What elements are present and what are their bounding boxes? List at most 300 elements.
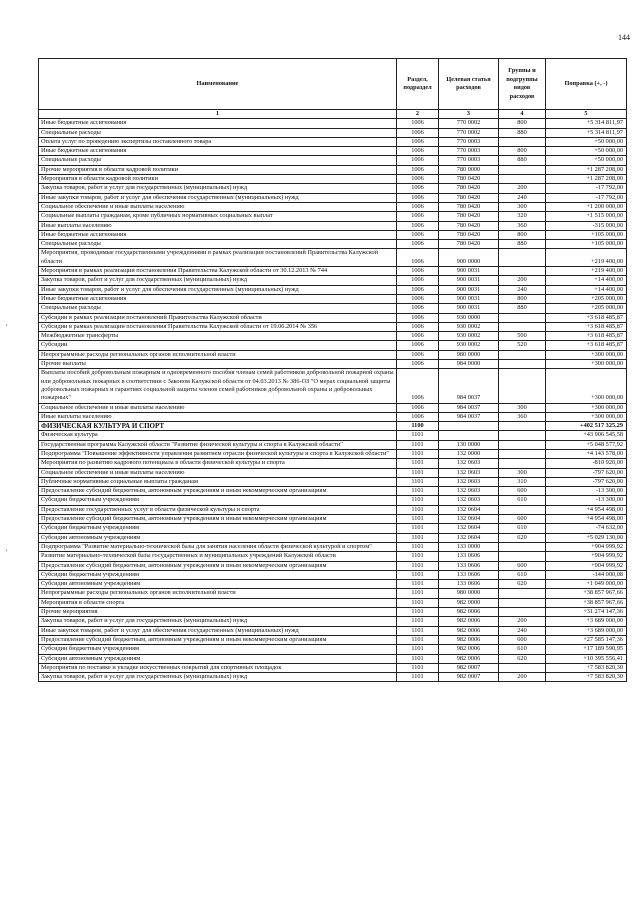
row-section: 1006 [397, 193, 439, 202]
row-section: 1006 [397, 221, 439, 230]
row-amount: +4 143 578,00 [546, 449, 627, 458]
row-name: Мероприятия, проводимые государственными учреждениями в рамках реализации постановлений Правительства Калужской области [39, 249, 397, 267]
row-amount: +300 000,00 [546, 360, 627, 369]
row-name: Иные выплаты населению [39, 221, 397, 230]
row-group [499, 552, 546, 561]
table-row [39, 487, 627, 496]
row-group: 880 [499, 156, 546, 165]
header-amendment: Поправка (+, -) [546, 59, 627, 110]
margin-mark: ' [6, 548, 8, 557]
row-section: 1101 [397, 617, 439, 626]
row-section: 1006 [397, 313, 439, 322]
row-group: 360 [499, 412, 546, 421]
col-number: 2 [397, 110, 439, 119]
row-group: 240 [499, 285, 546, 294]
col-number: 1 [39, 110, 397, 119]
row-target: 900 0031 [439, 294, 499, 303]
table-row [39, 304, 627, 313]
row-section: 1006 [397, 360, 439, 369]
row-group [499, 137, 546, 146]
row-target: 132 0604 [439, 524, 499, 533]
row-amount: -144 000,08 [546, 570, 627, 579]
header-name: Наименование [39, 59, 397, 110]
row-name: Специальные расходы [39, 304, 397, 313]
row-section: 1101 [397, 580, 439, 589]
table-row [39, 230, 627, 239]
row-amount: +14 400,00 [546, 276, 627, 285]
row-name: Субсидии в рамках реализации постановлений Правительства Калужской области [39, 313, 397, 322]
table-row [39, 515, 627, 524]
row-target: 982 0006 [439, 645, 499, 654]
table-row [39, 505, 627, 514]
row-group: 620 [499, 533, 546, 542]
table-row [39, 449, 627, 458]
row-section: 1101 [397, 663, 439, 672]
row-section: 1006 [397, 230, 439, 239]
row-section: 1101 [397, 505, 439, 514]
row-target: 133 0606 [439, 580, 499, 589]
row-group [499, 440, 546, 449]
table-row [39, 202, 627, 211]
table-row [39, 635, 627, 644]
row-name: Прочие мероприятия в области кадровой политики [39, 165, 397, 174]
row-group: 310 [499, 477, 546, 486]
row-name: ФИЗИЧЕСКАЯ КУЛЬТУРА И СПОРТ [39, 422, 397, 431]
table-row [39, 240, 627, 249]
row-name: Закупка товаров, работ и услуг для государственных (муниципальных) нужд [39, 276, 397, 285]
row-name: Иные бюджетные ассигнования [39, 119, 397, 128]
row-name: Иные закупки товаров, работ и услуг для обеспечения государственных (муниципальных) нужд [39, 626, 397, 635]
row-section: 1101 [397, 654, 439, 663]
row-group: 600 [499, 561, 546, 570]
margin-mark: ' [6, 323, 8, 332]
header-target: Целевая статья расходов [439, 59, 499, 110]
row-amount: +1 515 000,00 [546, 212, 627, 221]
row-amount: +205 000,00 [546, 304, 627, 313]
table-row [39, 175, 627, 184]
row-amount: +219 400,00 [546, 249, 627, 267]
table-row [39, 350, 627, 359]
row-name: Мероприятия в области спорта [39, 598, 397, 607]
row-name: Субсидии автономным учреждениям [39, 580, 397, 589]
table-row [39, 468, 627, 477]
row-name: Иные закупки товаров, работ и услуг для обеспечения государственных (муниципальных) нужд [39, 285, 397, 294]
row-group: 610 [499, 645, 546, 654]
row-name: Закупка товаров, работ и услуг для государственных (муниципальных) нужд [39, 673, 397, 682]
row-target: 133 0606 [439, 570, 499, 579]
row-section: 1101 [397, 598, 439, 607]
row-name: Закупка товаров, работ и услуг для государственных (муниципальных) нужд [39, 184, 397, 193]
row-section: 1101 [397, 449, 439, 458]
table-row [39, 412, 627, 421]
row-group: 240 [499, 193, 546, 202]
row-group: 600 [499, 487, 546, 496]
row-section: 1101 [397, 477, 439, 486]
row-target: 132 0603 [439, 477, 499, 486]
row-group [499, 589, 546, 598]
table-row [39, 598, 627, 607]
row-group: 300 [499, 468, 546, 477]
row-target: 780 0420 [439, 230, 499, 239]
row-group [499, 505, 546, 514]
table-row [39, 524, 627, 533]
row-name: Мероприятия в области кадровой политики [39, 175, 397, 184]
row-name: Предоставление государственных услуг в области физической культуры и спорта [39, 505, 397, 514]
row-group [499, 369, 546, 403]
row-amount: +38 857 967,66 [546, 589, 627, 598]
row-name: Субсидии автономным учреждениям [39, 654, 397, 663]
row-section: 1101 [397, 542, 439, 551]
row-name: Мероприятия по развитию кадрового потенциала в области физической культуры и спорта [39, 459, 397, 468]
row-name: Субсидии [39, 341, 397, 350]
row-target: 132 0604 [439, 515, 499, 524]
row-group: 620 [499, 654, 546, 663]
row-name: Иные бюджетные ассигнования [39, 147, 397, 156]
row-section: 1006 [397, 202, 439, 211]
table-row [39, 156, 627, 165]
row-section: 1006 [397, 119, 439, 128]
table-row [39, 119, 627, 128]
row-name: Непрограммные расходы региональных органов исполнительной власти [39, 589, 397, 598]
row-amount: +205 000,00 [546, 294, 627, 303]
row-target [439, 422, 499, 431]
table-row [39, 654, 627, 663]
row-target: 770 0002 [439, 119, 499, 128]
row-amount: +50 000,00 [546, 156, 627, 165]
header-group: Группы и подгруппы видов расходов [499, 59, 546, 110]
table-row [39, 249, 627, 267]
table-row [39, 267, 627, 276]
row-section: 1101 [397, 431, 439, 440]
row-section: 1101 [397, 645, 439, 654]
row-amount: +300 000,00 [546, 412, 627, 421]
row-amount: +219 400,00 [546, 267, 627, 276]
row-target: 132 0603 [439, 468, 499, 477]
row-amount: +3 618 485,87 [546, 332, 627, 341]
row-section: 1101 [397, 487, 439, 496]
row-name: Иные выплаты населению [39, 412, 397, 421]
row-amount: -74 632,00 [546, 524, 627, 533]
row-section: 1101 [397, 626, 439, 635]
row-group: 880 [499, 128, 546, 137]
row-target: 930 0002 [439, 332, 499, 341]
row-name: Социальное обеспечение и иные выплаты населению [39, 202, 397, 211]
row-name: Непрограммные расходы региональных органов исполнительной власти [39, 350, 397, 359]
table-row [39, 137, 627, 146]
table-row [39, 561, 627, 570]
table-row [39, 459, 627, 468]
row-amount: +105 000,00 [546, 230, 627, 239]
row-section: 1006 [397, 240, 439, 249]
row-group: 240 [499, 626, 546, 635]
row-name: Иные бюджетные ассигнования [39, 230, 397, 239]
row-group [499, 663, 546, 672]
row-group [499, 360, 546, 369]
row-section: 1006 [397, 156, 439, 165]
row-amount: +5 314 811,97 [546, 128, 627, 137]
row-amount: +5 048 577,92 [546, 440, 627, 449]
row-target: 132 0604 [439, 533, 499, 542]
row-amount: +4 954 498,00 [546, 505, 627, 514]
row-target: 130 0000 [439, 440, 499, 449]
row-amount: +7 583 820,30 [546, 673, 627, 682]
table-row [39, 431, 627, 440]
row-amount: +904 999,92 [546, 542, 627, 551]
row-group: 800 [499, 230, 546, 239]
table-row [39, 570, 627, 579]
row-group [499, 608, 546, 617]
row-target: 930 0000 [439, 313, 499, 322]
row-name: Социальные выплаты гражданам, кроме публичных нормативных социальных выплат [39, 212, 397, 221]
col-number: 5 [546, 110, 627, 119]
row-amount: -13 300,00 [546, 496, 627, 505]
row-amount: +38 857 967,66 [546, 598, 627, 607]
row-section: 1006 [397, 184, 439, 193]
table-row [39, 542, 627, 551]
row-group: 880 [499, 240, 546, 249]
row-group: 300 [499, 403, 546, 412]
row-group [499, 449, 546, 458]
row-amount: +300 000,00 [546, 369, 627, 403]
row-amount: +3 618 485,87 [546, 313, 627, 322]
row-section: 1101 [397, 533, 439, 542]
row-group [499, 350, 546, 359]
row-target: 780 0420 [439, 212, 499, 221]
row-section: 1006 [397, 294, 439, 303]
row-target: 900 0031 [439, 304, 499, 313]
row-group: 620 [499, 580, 546, 589]
table-row [39, 608, 627, 617]
row-group: 360 [499, 221, 546, 230]
row-target: 984 0037 [439, 403, 499, 412]
row-target: 133 0000 [439, 542, 499, 551]
row-target: 900 0031 [439, 285, 499, 294]
row-name: Специальные расходы [39, 240, 397, 249]
table-row [39, 212, 627, 221]
column-number-row [39, 110, 627, 119]
row-target: 770 0003 [439, 156, 499, 165]
row-target: 132 0603 [439, 487, 499, 496]
table-row [39, 533, 627, 542]
row-group: 600 [499, 515, 546, 524]
table-row [39, 184, 627, 193]
col-number: 3 [439, 110, 499, 119]
row-amount: +1 287 208,00 [546, 175, 627, 184]
row-name: Выплаты пособий добровольным пожарным и одновременного пособия членам семей работников добровольной пожарной охраны или добровольных пожарных в соответствии с Законом Калужской области от 04.03.2013 № 386-ОЗ "О мерах социальной защиты добровольных пожарных и гарантиях социальной защиты членов семей работников добровольной охраны и добровольных пожарных" [39, 369, 397, 403]
row-section: 1101 [397, 459, 439, 468]
row-group: 520 [499, 341, 546, 350]
row-name: Физическая культура [39, 431, 397, 440]
row-name: Мероприятия по поставке и укладке искусственных покрытий для спортивных площадок [39, 663, 397, 672]
row-target: 982 0006 [439, 654, 499, 663]
table-row [39, 294, 627, 303]
row-section: 1101 [397, 635, 439, 644]
row-section: 1006 [397, 412, 439, 421]
row-name: Развитие материально-технической базы государственных и муниципальных учреждений Калужской области [39, 552, 397, 561]
table-row [39, 673, 627, 682]
row-group: 200 [499, 276, 546, 285]
row-section: 1006 [397, 285, 439, 294]
row-amount: -13 300,00 [546, 487, 627, 496]
table-row [39, 403, 627, 412]
row-section: 1006 [397, 403, 439, 412]
row-target [439, 431, 499, 440]
row-section: 1006 [397, 137, 439, 146]
row-target: 984 0037 [439, 369, 499, 403]
table-row [39, 313, 627, 322]
row-amount: +5 029 130,00 [546, 533, 627, 542]
row-group: 610 [499, 570, 546, 579]
row-name: Предоставление субсидий бюджетным, автономным учреждениям и иным некоммерческим организациям [39, 561, 397, 570]
row-name: Субсидии бюджетным учреждениям [39, 570, 397, 579]
table-row [39, 369, 627, 403]
row-target: 900 0031 [439, 267, 499, 276]
table-row [39, 360, 627, 369]
row-name: Субсидии бюджетным учреждениям [39, 524, 397, 533]
row-group: 200 [499, 184, 546, 193]
row-amount: +3 618 485,87 [546, 341, 627, 350]
row-target: 980 0000 [439, 589, 499, 598]
row-target: 780 0420 [439, 221, 499, 230]
row-section: 1101 [397, 524, 439, 533]
table-row [39, 285, 627, 294]
row-amount: +10 395 556,41 [546, 654, 627, 663]
row-amount: +402 517 325,29 [546, 422, 627, 431]
row-target: 780 0420 [439, 193, 499, 202]
row-name: Подпрограмма "Развитие материально-технической базы для занятия населения области физической культурой и спортом" [39, 542, 397, 551]
row-section: 1101 [397, 440, 439, 449]
row-name: Публичные нормативные социальные выплаты гражданам [39, 477, 397, 486]
row-group [499, 459, 546, 468]
row-target: 980 0000 [439, 350, 499, 359]
row-name: Субсидии в рамках реализации постановления Правительства Калужской области от 19.06.2014 № 356 [39, 322, 397, 331]
row-group: 200 [499, 673, 546, 682]
row-target: 132 0603 [439, 459, 499, 468]
row-target: 770 0002 [439, 128, 499, 137]
table-body [39, 119, 627, 682]
row-name: Социальное обеспечение и иные выплаты населению [39, 468, 397, 477]
row-name: Государственная программа Калужской области "Развитие физической культуры и спорта в Калужской области" [39, 440, 397, 449]
row-target: 133 0606 [439, 561, 499, 570]
table-row [39, 276, 627, 285]
row-amount: +1 200 000,00 [546, 202, 627, 211]
row-amount: +300 000,00 [546, 350, 627, 359]
row-target: 982 0006 [439, 635, 499, 644]
row-amount: +14 400,00 [546, 285, 627, 294]
row-amount: +17 189 590,95 [546, 645, 627, 654]
row-target: 982 0007 [439, 673, 499, 682]
row-amount: +50 000,00 [546, 147, 627, 156]
row-group [499, 598, 546, 607]
row-section: 1006 [397, 341, 439, 350]
row-group: 200 [499, 617, 546, 626]
row-section: 1006 [397, 175, 439, 184]
row-amount: +3 618 485,87 [546, 322, 627, 331]
row-name: Прочие мероприятия [39, 608, 397, 617]
row-group [499, 175, 546, 184]
table-row [39, 332, 627, 341]
row-amount: +4 954 498,00 [546, 515, 627, 524]
table-row [39, 589, 627, 598]
row-target: 780 0420 [439, 202, 499, 211]
table-row [39, 165, 627, 174]
row-section: 1006 [397, 267, 439, 276]
row-name: Мероприятия в рамках реализации постановления Правительства Калужской области от 30.12.2013 № 744 [39, 267, 397, 276]
row-amount: -810 920,00 [546, 459, 627, 468]
row-name: Специальные расходы [39, 156, 397, 165]
row-amount: +904 999,92 [546, 552, 627, 561]
row-target: 780 0420 [439, 240, 499, 249]
row-group: 610 [499, 496, 546, 505]
row-name: Закупка товаров, работ и услуг для государственных (муниципальных) нужд [39, 617, 397, 626]
row-group [499, 249, 546, 267]
row-section: 1006 [397, 212, 439, 221]
row-target: 930 0002 [439, 341, 499, 350]
row-group: 800 [499, 119, 546, 128]
row-section: 1006 [397, 128, 439, 137]
row-name: Социальное обеспечение и иные выплаты населению [39, 403, 397, 412]
row-name: Предоставление субсидий бюджетным, автономным учреждениям и иным некоммерческим организациям [39, 635, 397, 644]
row-target: 984 0037 [439, 412, 499, 421]
table-row [39, 552, 627, 561]
row-group: 600 [499, 635, 546, 644]
row-target: 900 0031 [439, 276, 499, 285]
row-name: Оплата услуг по проведению экспертизы поставленного товара [39, 137, 397, 146]
row-section: 1006 [397, 165, 439, 174]
table-row [39, 477, 627, 486]
row-name: Специальные расходы [39, 128, 397, 137]
table-row [39, 440, 627, 449]
row-target: 780 0000 [439, 165, 499, 174]
table-row [39, 422, 627, 431]
row-name: Межбюджетные трансферты [39, 332, 397, 341]
row-section: 1100 [397, 422, 439, 431]
row-target: 770 0003 [439, 137, 499, 146]
row-section: 1101 [397, 496, 439, 505]
table-row [39, 322, 627, 331]
row-target: 132 0603 [439, 496, 499, 505]
row-group [499, 165, 546, 174]
table-row [39, 147, 627, 156]
row-amount: -315 000,00 [546, 221, 627, 230]
row-group: 320 [499, 212, 546, 221]
row-group: 300 [499, 202, 546, 211]
row-name: Субсидии автономным учреждениям [39, 533, 397, 542]
row-amount: -17 792,00 [546, 184, 627, 193]
row-section: 1006 [397, 350, 439, 359]
table-row [39, 193, 627, 202]
row-name: Субсидии бюджетным учреждениям [39, 645, 397, 654]
row-section: 1101 [397, 589, 439, 598]
row-amount: +1 049 000,00 [546, 580, 627, 589]
row-target: 982 0006 [439, 608, 499, 617]
row-target: 984 0000 [439, 360, 499, 369]
budget-table [38, 58, 627, 682]
row-amount: +7 583 820,30 [546, 663, 627, 672]
row-group: 610 [499, 524, 546, 533]
row-amount: +5 314 811,97 [546, 119, 627, 128]
row-amount: +904 999,92 [546, 561, 627, 570]
row-name: Предоставление субсидий бюджетным, автономным учреждениям и иным некоммерческим организациям [39, 487, 397, 496]
row-amount: +300 000,00 [546, 403, 627, 412]
row-name: Иные закупки товаров, работ и услуг для обеспечения государственных (муниципальных) нужд [39, 193, 397, 202]
row-target: 132 0000 [439, 449, 499, 458]
row-group [499, 422, 546, 431]
header-row [39, 59, 627, 110]
row-target: 780 0420 [439, 175, 499, 184]
table-row [39, 221, 627, 230]
table-row [39, 617, 627, 626]
